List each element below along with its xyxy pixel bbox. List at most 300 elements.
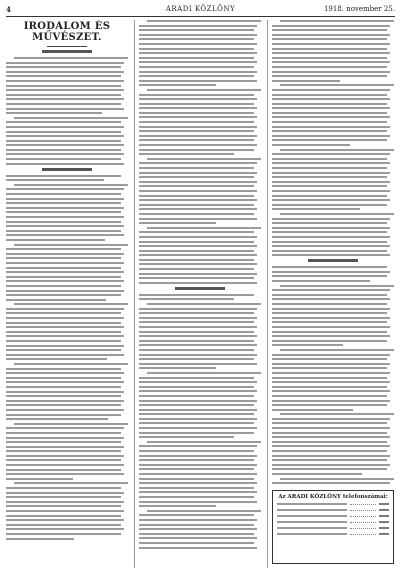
text-line <box>6 354 124 356</box>
title-rule <box>47 46 87 47</box>
text-line <box>6 294 121 296</box>
text-line <box>139 505 216 507</box>
text-line <box>139 321 254 323</box>
text-line <box>139 135 257 137</box>
text-line <box>6 358 107 360</box>
text-line <box>272 116 390 118</box>
text-line <box>272 377 387 379</box>
text-line <box>6 144 124 146</box>
box-row-dots <box>350 522 376 523</box>
text-line <box>280 20 394 22</box>
text-line <box>272 71 390 73</box>
text-line <box>6 75 121 77</box>
text-line <box>6 441 121 443</box>
text-line <box>139 445 257 447</box>
text-line <box>6 276 121 278</box>
text-line <box>139 326 257 328</box>
text-line <box>272 409 353 411</box>
text-line <box>272 158 387 160</box>
text-line <box>139 112 254 114</box>
text-line <box>139 358 254 360</box>
text-line <box>6 62 124 64</box>
text-line <box>272 317 390 319</box>
text-line <box>139 130 254 132</box>
text-line <box>272 280 370 282</box>
text-line <box>139 473 257 475</box>
text-line <box>272 289 390 291</box>
text-line <box>272 126 390 128</box>
text-line <box>6 175 121 177</box>
text-line <box>139 400 257 402</box>
column-1-text <box>6 57 128 540</box>
text-line <box>139 344 257 346</box>
text-line <box>6 528 124 530</box>
text-line <box>139 367 216 369</box>
text-line <box>272 52 390 54</box>
text-line <box>6 85 121 87</box>
text-line <box>272 372 390 374</box>
column-3 <box>272 20 394 568</box>
text-line <box>272 331 387 333</box>
text-line <box>272 294 387 296</box>
text-line <box>272 358 387 360</box>
text-line <box>139 487 254 489</box>
text-line <box>14 244 128 246</box>
text-line <box>6 267 121 269</box>
column-2-text <box>139 20 261 549</box>
text-line <box>272 432 387 434</box>
text-line <box>139 231 254 233</box>
text-line <box>272 395 387 397</box>
text-line <box>139 222 216 224</box>
text-line <box>139 528 257 530</box>
text-line <box>6 290 124 292</box>
text-line <box>6 98 124 100</box>
text-line <box>6 216 124 218</box>
text-line <box>272 107 390 109</box>
text-line <box>6 409 124 411</box>
text-line <box>6 469 121 471</box>
text-line <box>6 386 121 388</box>
text-line <box>6 163 124 165</box>
text-line <box>280 285 394 287</box>
text-line <box>6 253 124 255</box>
text-line <box>280 84 394 86</box>
text-line <box>272 473 362 475</box>
text-line <box>6 312 121 314</box>
box-row-val <box>379 503 389 505</box>
text-line <box>272 66 387 68</box>
text-line <box>272 459 387 461</box>
text-line <box>6 455 124 457</box>
text-line <box>6 230 121 232</box>
text-line <box>139 377 254 379</box>
text-line <box>6 80 124 82</box>
text-line <box>6 94 121 96</box>
text-line <box>139 390 257 392</box>
text-line <box>139 478 254 480</box>
text-line <box>272 48 387 50</box>
box-rows <box>277 503 389 535</box>
text-line <box>6 381 124 383</box>
box-row-val <box>379 527 389 529</box>
text-line <box>272 75 387 77</box>
text-line <box>272 61 390 63</box>
text-line <box>6 326 124 328</box>
text-line <box>272 25 390 27</box>
text-line <box>272 204 387 206</box>
text-line <box>139 139 254 141</box>
text-line <box>6 262 124 264</box>
text-line <box>6 538 74 540</box>
box-row <box>277 527 389 529</box>
text-line <box>272 245 390 247</box>
text-line <box>272 354 390 356</box>
text-line <box>6 340 121 342</box>
text-line <box>14 482 128 484</box>
text-line <box>139 277 254 279</box>
article-subhead <box>175 287 225 290</box>
text-line <box>272 308 390 310</box>
text-line <box>139 298 234 300</box>
box-row <box>277 503 389 505</box>
box-row-lbl <box>277 509 347 511</box>
text-line <box>139 312 254 314</box>
text-line <box>139 75 254 77</box>
text-line <box>6 271 124 273</box>
text-line <box>272 390 390 392</box>
text-line <box>272 112 387 114</box>
text-line <box>139 57 254 59</box>
text-line <box>139 335 257 337</box>
text-line <box>139 121 254 123</box>
column-3-text <box>272 20 394 484</box>
text-line <box>139 459 254 461</box>
box-row-lbl <box>277 503 347 505</box>
text-line <box>6 308 124 310</box>
text-line <box>14 303 128 305</box>
text-line <box>6 225 124 227</box>
text-line <box>272 241 387 243</box>
box-title: Az ARADI KÖZLÖNY telefonszámai: <box>278 494 388 500</box>
text-line <box>139 204 254 206</box>
box-row-dots <box>350 516 376 517</box>
text-line <box>272 418 390 420</box>
box-row-val <box>379 515 389 517</box>
text-line <box>272 400 390 402</box>
text-line <box>139 149 254 151</box>
text-line <box>139 436 234 438</box>
text-line <box>272 363 390 365</box>
text-line <box>14 57 128 59</box>
text-line <box>6 368 121 370</box>
box-row-dots <box>350 510 376 511</box>
text-line <box>139 103 254 105</box>
paper-name: ARADI KÖZLÖNY <box>165 5 236 13</box>
text-line <box>139 514 254 516</box>
box-row-lbl <box>277 521 347 523</box>
text-line <box>139 450 254 452</box>
text-line <box>6 211 121 213</box>
text-line <box>272 89 390 91</box>
text-line <box>272 176 387 178</box>
text-line <box>272 271 390 273</box>
telephone-box <box>272 490 394 564</box>
text-line <box>272 312 387 314</box>
text-line <box>139 172 257 174</box>
text-line <box>139 464 257 466</box>
text-line <box>139 38 254 40</box>
text-line <box>6 198 124 200</box>
text-line <box>147 158 261 160</box>
article-subhead <box>42 168 92 171</box>
text-line <box>280 478 394 480</box>
text-line <box>139 282 257 284</box>
text-line <box>6 131 121 133</box>
text-line <box>6 459 121 461</box>
text-line <box>139 340 254 342</box>
text-line <box>6 492 124 494</box>
article-subhead <box>308 259 358 262</box>
text-line <box>6 473 124 475</box>
text-line <box>139 241 254 243</box>
text-line <box>6 202 121 204</box>
text-line <box>14 184 128 186</box>
text-line <box>272 162 390 164</box>
text-line <box>272 321 387 323</box>
text-line <box>139 482 257 484</box>
text-line <box>6 427 124 429</box>
text-line <box>272 275 387 277</box>
text-line <box>6 121 121 123</box>
text-line <box>272 335 390 337</box>
text-line <box>139 34 257 36</box>
text-line <box>139 195 254 197</box>
text-line <box>6 135 124 137</box>
text-line <box>272 167 387 169</box>
text-line <box>139 427 257 429</box>
text-line <box>280 413 394 415</box>
text-line <box>272 29 387 31</box>
text-line <box>139 386 254 388</box>
text-line <box>272 303 387 305</box>
text-line <box>6 248 121 250</box>
masthead <box>6 4 395 17</box>
text-line <box>139 199 257 201</box>
text-line <box>6 126 124 128</box>
text-line <box>272 94 387 96</box>
text-line <box>6 207 124 209</box>
text-line <box>139 413 254 415</box>
text-line <box>6 395 121 397</box>
text-line <box>139 432 254 434</box>
text-line <box>272 250 387 252</box>
text-line <box>6 285 121 287</box>
text-line <box>280 349 394 351</box>
text-line <box>139 308 257 310</box>
text-line <box>139 263 257 265</box>
text-line <box>6 153 124 155</box>
text-line <box>139 213 254 215</box>
text-line <box>6 257 121 259</box>
text-line <box>139 317 257 319</box>
text-line <box>6 345 124 347</box>
text-line <box>272 386 387 388</box>
text-line <box>139 404 254 406</box>
text-line <box>139 533 254 535</box>
text-line <box>139 537 257 539</box>
text-line <box>6 510 124 512</box>
text-line <box>272 344 343 346</box>
text-line <box>147 441 261 443</box>
box-row <box>277 509 389 511</box>
column-divider <box>267 20 268 568</box>
text-line <box>14 117 128 119</box>
text-line <box>139 126 257 128</box>
text-line <box>280 149 394 151</box>
text-line <box>272 482 390 484</box>
box-row <box>277 533 389 535</box>
text-line <box>272 427 390 429</box>
text-line <box>272 208 360 210</box>
text-line <box>272 441 387 443</box>
text-line <box>6 524 121 526</box>
text-line <box>6 103 121 105</box>
text-line <box>272 254 390 256</box>
column-1 <box>6 20 128 568</box>
text-line <box>139 395 254 397</box>
text-line <box>139 418 257 420</box>
text-line <box>139 162 257 164</box>
text-line <box>272 231 387 233</box>
box-row-lbl <box>277 533 347 535</box>
text-line <box>272 455 390 457</box>
text-line <box>139 71 257 73</box>
text-line <box>6 505 121 507</box>
text-line <box>139 363 257 365</box>
text-line <box>147 303 261 305</box>
text-line <box>139 29 254 31</box>
text-line <box>6 280 124 282</box>
text-line <box>272 195 387 197</box>
text-line <box>139 245 257 247</box>
text-line <box>6 515 121 517</box>
text-line <box>272 43 390 45</box>
text-line <box>139 61 257 63</box>
box-row-lbl <box>277 527 347 529</box>
text-line <box>139 491 257 493</box>
box-row-val <box>379 509 389 511</box>
text-line <box>272 38 387 40</box>
text-line <box>272 404 387 406</box>
text-line <box>6 322 121 324</box>
text-line <box>6 221 121 223</box>
box-row-lbl <box>277 515 347 517</box>
text-line <box>6 239 105 241</box>
text-line <box>139 116 257 118</box>
text-line <box>6 112 102 114</box>
text-line <box>6 234 124 236</box>
box-row <box>277 515 389 517</box>
text-line <box>139 94 254 96</box>
text-line <box>272 367 387 369</box>
text-line <box>147 510 261 512</box>
text-line <box>272 130 387 132</box>
text-line <box>6 432 121 434</box>
text-line <box>272 135 390 137</box>
text-line <box>139 43 257 45</box>
text-line <box>6 446 124 448</box>
text-line <box>6 149 121 151</box>
text-line <box>139 98 257 100</box>
text-line <box>139 167 254 169</box>
text-line <box>6 299 106 301</box>
text-line <box>139 25 257 27</box>
text-line <box>139 66 254 68</box>
text-line <box>272 266 387 268</box>
text-line <box>139 84 216 86</box>
text-line <box>272 436 390 438</box>
text-line <box>6 404 121 406</box>
text-line <box>6 519 124 521</box>
text-line <box>272 185 387 187</box>
text-line <box>6 158 121 160</box>
text-line <box>272 381 390 383</box>
text-line <box>6 450 121 452</box>
text-line <box>139 48 254 50</box>
text-line <box>6 372 124 374</box>
text-line <box>280 213 394 215</box>
text-line <box>272 468 387 470</box>
text-line <box>147 20 261 22</box>
text-line <box>6 437 124 439</box>
article-subhead <box>42 50 92 53</box>
text-line <box>6 317 124 319</box>
column-2 <box>139 20 261 568</box>
text-line <box>139 190 257 192</box>
text-line <box>6 349 121 351</box>
text-line <box>147 227 261 229</box>
text-line <box>272 172 390 174</box>
text-line <box>6 335 124 337</box>
box-row-dots <box>350 504 376 505</box>
box-row-val <box>379 533 389 535</box>
text-line <box>139 294 254 296</box>
text-line <box>139 268 254 270</box>
text-line <box>6 188 124 190</box>
text-line <box>14 363 128 365</box>
text-line <box>139 381 257 383</box>
text-line <box>6 179 104 181</box>
text-line <box>272 98 390 100</box>
text-line <box>272 34 390 36</box>
text-line <box>139 176 254 178</box>
text-line <box>272 80 340 82</box>
text-line <box>139 250 254 252</box>
text-line <box>139 524 254 526</box>
text-line <box>6 496 121 498</box>
text-line <box>272 103 387 105</box>
text-line <box>139 455 257 457</box>
text-line <box>139 496 254 498</box>
text-line <box>6 501 124 503</box>
text-line <box>6 66 121 68</box>
text-line <box>139 52 257 54</box>
text-line <box>147 372 261 374</box>
text-line <box>6 108 124 110</box>
text-line <box>139 354 257 356</box>
text-line <box>139 547 257 549</box>
